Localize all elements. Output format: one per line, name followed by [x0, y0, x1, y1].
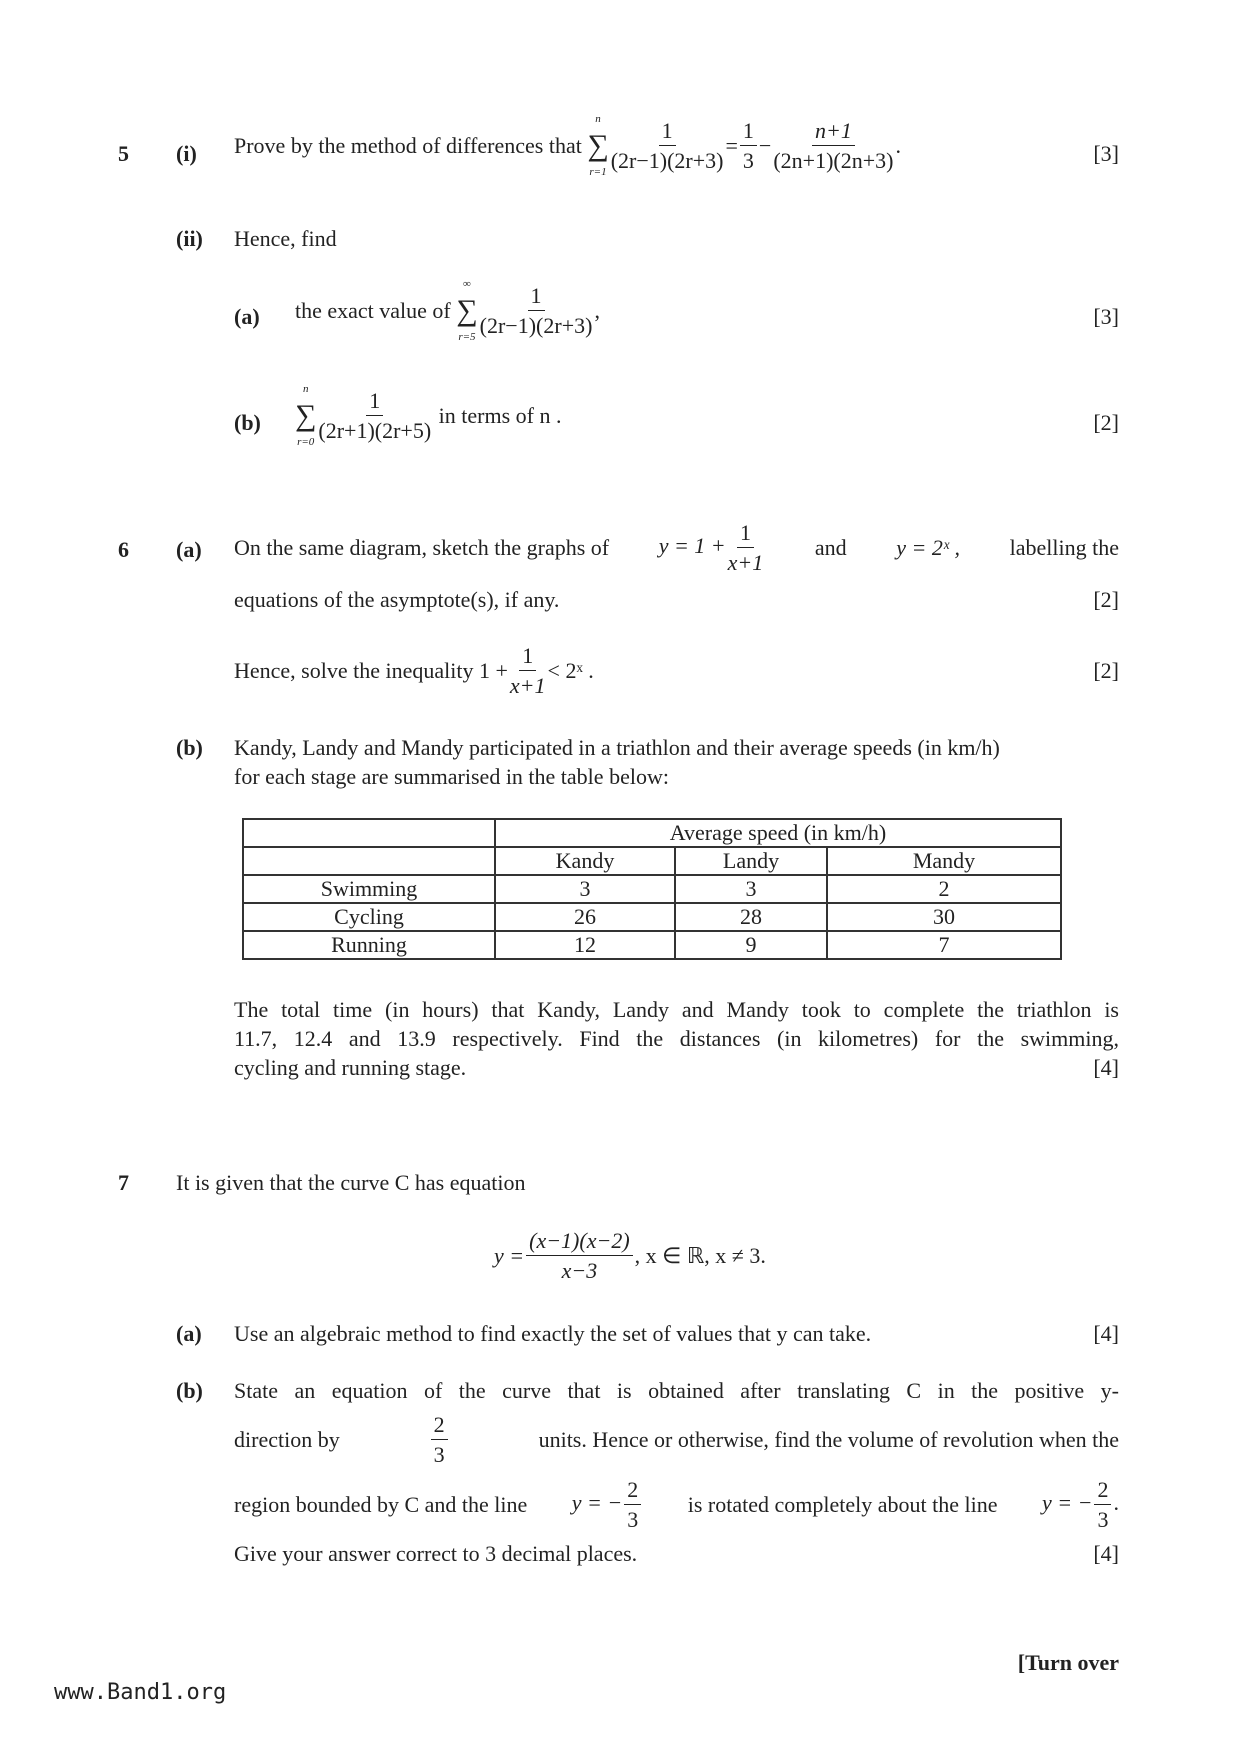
- q7-a-label: (a): [176, 1321, 202, 1346]
- fraction: $\frac{n+1}{(2n+1)(2n+3)}$: [773, 118, 894, 174]
- marks: [3]: [1093, 141, 1119, 166]
- q7-b-line3: region bounded by C and the line y = − $\frac{2}{3}$ is rotated completely about the line y = − $\frac{2}{3}$ .: [234, 1477, 1119, 1533]
- marks: [4]: [1093, 1321, 1119, 1346]
- q6-a-line1: On the same diagram, sketch the graphs of y = 1 + $\frac{1}{x+1}$ and y = 2ˣ , labelling the: [234, 520, 1119, 576]
- marks: [4]: [1093, 1541, 1119, 1566]
- cell: 7: [827, 931, 1061, 959]
- q6-b-label: (b): [176, 735, 203, 760]
- row-label: Swimming: [243, 875, 495, 903]
- q6-b-line2: for each stage are summarised in the table below:: [234, 764, 669, 789]
- q5-part-i-text: Prove by the method of differences that n ∑ r=1 $\frac{1}{(2r-1)(2r+3)}$ = $\frac{1}{3}$ − $\frac{n+1}{(2n+1)(2n+3)}$ .: [234, 113, 901, 178]
- q5-a-text: the exact value of ∞ ∑ r=5 $\frac{1}{(2r-1)(2r+3)}$ ,: [295, 278, 600, 343]
- cell: 2: [827, 875, 1061, 903]
- q6-a-line2: equations of the asymptote(s), if any.: [234, 587, 560, 612]
- question-7-number: 7: [118, 1170, 129, 1195]
- row-label: Cycling: [243, 903, 495, 931]
- q5-i-statement: Prove by the method of differences that: [234, 132, 582, 158]
- table-group-header: Average speed (in km/h): [495, 819, 1061, 847]
- q6-a-label: (a): [176, 537, 202, 562]
- sigma: n ∑ r=0: [295, 383, 317, 448]
- cell: 26: [495, 903, 675, 931]
- q5-part-ii-label: (ii): [176, 226, 203, 251]
- cell: 28: [675, 903, 827, 931]
- q6-b-line1: Kandy, Landy and Mandy participated in a triathlon and their average speeds (in km/h): [234, 735, 1000, 760]
- fraction: $\frac{1}{(2r-1)(2r+3)}$: [610, 118, 724, 174]
- marks: [4]: [1093, 1055, 1119, 1080]
- q7-b-label: (b): [176, 1378, 203, 1403]
- q5-part-i-label: (i): [176, 141, 197, 166]
- q7-a-text: Use an algebraic method to find exactly the set of values that y can take.: [234, 1321, 872, 1346]
- speed-table: [242, 818, 1062, 960]
- column-header: Landy: [675, 847, 827, 875]
- cell: 9: [675, 931, 827, 959]
- q7-intro: It is given that the curve C has equation: [176, 1170, 526, 1195]
- turn-over-text: [Turn over: [1017, 1650, 1119, 1675]
- q7-b-line4: Give your answer correct to 3 decimal places.: [234, 1541, 638, 1566]
- question-5-number: 5: [118, 141, 129, 166]
- q7-b-line2: direction by $\frac{2}{3}$ units. Hence or otherwise, find the volume of revolution when the: [234, 1412, 1119, 1468]
- table-row: [243, 931, 1061, 959]
- cell: 12: [495, 931, 675, 959]
- column-header: Kandy: [495, 847, 675, 875]
- fraction: $\frac{1}{(2r+1)(2r+5)}$: [318, 388, 432, 444]
- sigma: n ∑ r=1: [587, 113, 609, 178]
- table-row: [243, 875, 1061, 903]
- fraction: $\frac{1}{(2r-1)(2r+3)}$: [479, 283, 593, 339]
- q5-b-label: (b): [234, 410, 261, 435]
- table-row: [243, 903, 1061, 931]
- cell: 3: [495, 875, 675, 903]
- marks: [2]: [1093, 410, 1119, 435]
- q5-b-text: n ∑ r=0 $\frac{1}{(2r+1)(2r+5)}$ in terms of n .: [295, 383, 562, 448]
- q5-ii-text: Hence, find: [234, 226, 337, 251]
- question-6-number: 6: [118, 537, 129, 562]
- q5-a-label: (a): [234, 304, 260, 329]
- marks: [2]: [1093, 658, 1119, 683]
- cell: 30: [827, 903, 1061, 931]
- q6-b-para-line1: The total time (in hours) that Kandy, Landy and Mandy took to complete the triathlon is: [234, 997, 1119, 1022]
- marks: [3]: [1093, 304, 1119, 329]
- q7-b-line1: State an equation of the curve that is obtained after translating C in the positive y-: [234, 1378, 1119, 1403]
- marks: [2]: [1093, 587, 1119, 612]
- q6-hence-line: Hence, solve the inequality 1 + $\frac{1}{x+1}$ < 2ˣ .: [234, 643, 594, 699]
- q6-b-para-line3: cycling and running stage.: [234, 1055, 467, 1080]
- sigma: ∞ ∑ r=5: [456, 278, 478, 343]
- cell: 3: [675, 875, 827, 903]
- row-label: Running: [243, 931, 495, 959]
- fraction: $\frac{1}{3}$: [740, 118, 757, 174]
- q7-equation: y = $\frac{(x-1)(x-2)}{x-3}$ , x ∈ ℝ, x ≠ 3.: [494, 1228, 766, 1284]
- q6-b-para-line2: 11.7, 12.4 and 13.9 respectively. Find the distances (in kilometres) for the swimming,: [234, 1026, 1119, 1051]
- website-footer: www.Band1.org: [54, 1680, 227, 1705]
- column-header: Mandy: [827, 847, 1061, 875]
